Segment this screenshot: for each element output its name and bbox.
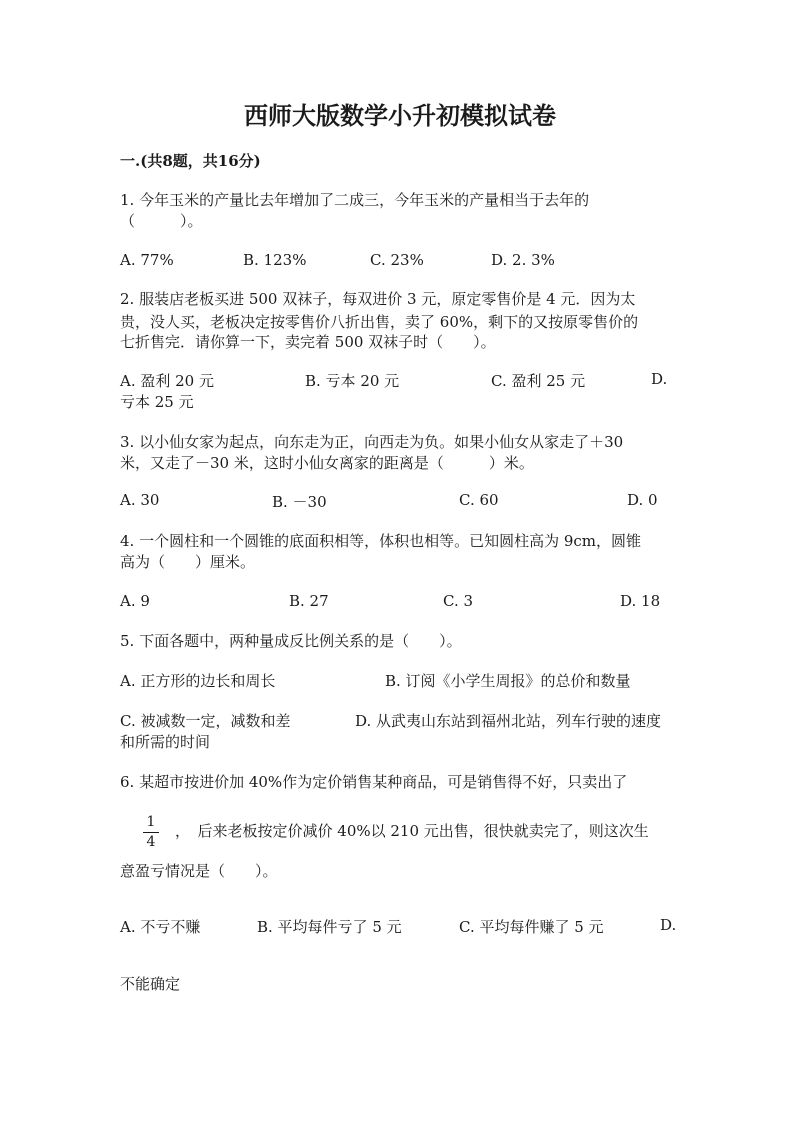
q4-option-a: A. 9 (120, 592, 150, 610)
q1-option-b: B. 123% (243, 251, 307, 269)
question-6-text: 6. 某超市按进价加 40%作为定价销售某种商品，可是销售得不好，只卖出了 (120, 773, 628, 791)
q2-option-b: B. 亏本 20 元 (305, 372, 400, 390)
fraction (143, 814, 159, 851)
question-6-text-cont2: 意盈亏情况是（ ）。 (120, 862, 278, 880)
question-1-text-cont: （ ）。 (120, 212, 203, 230)
q5-option-d: D. 从武夷山东站到福州北站，列车行驶的速度 (355, 712, 662, 730)
q4-option-c: C. 3 (443, 592, 474, 610)
q5-option-a: A. 正方形的边长和周长 (120, 672, 276, 690)
question-2-text-cont: 贵，没人买，老板决定按零售价八折出售，卖了 60%，剩下的又按原零售价的 (120, 313, 639, 331)
q6-option-b: B. 平均每件亏了 5 元 (257, 918, 402, 936)
question-4-text: 4. 一个圆柱和一个圆锥的底面积相等，体积也相等。已知圆柱高为 9cm，圆锥 (120, 532, 642, 550)
q1-option-c: C. 23% (370, 251, 424, 269)
question-4-text-cont: 高为（ ）厘米。 (120, 553, 256, 571)
q2-option-d-text: 亏本 25 元 (120, 393, 194, 411)
q5-option-b: B. 订阅《小学生周报》的总价和数量 (385, 672, 631, 690)
q6-option-d: D. (660, 916, 677, 934)
q6-option-c: C. 平均每件赚了 5 元 (459, 918, 604, 936)
q4-option-b: B. 27 (289, 592, 329, 610)
q6-option-a: A. 不亏不赚 (120, 918, 201, 936)
q2-option-d: D. (651, 370, 668, 388)
question-5-text: 5. 下面各题中，两种量成反比例关系的是（ ）。 (120, 632, 462, 650)
question-1-text: 1. 今年玉米的产量比去年增加了二成三，今年玉米的产量相当于去年的 (120, 191, 590, 209)
q3-option-b: B. －30 (272, 493, 327, 511)
section-heading: 一.(共8题，共16分) (120, 152, 261, 170)
question-2-text: 2. 服装店老板买进 500 双袜子，每双进价 3 元，原定零售价是 4 元．因为太 (120, 290, 636, 308)
question-2-text-cont2: 七折售完．请你算一下，卖完着 500 双袜子时（ ）。 (120, 333, 496, 351)
question-3-text-cont: 米，又走了－30 米，这时小仙女离家的距离是（ ）米。 (120, 454, 534, 472)
q2-option-a: A. 盈利 20 元 (120, 372, 214, 390)
q3-option-a: A. 30 (120, 491, 160, 509)
question-6-text-cont: ， 后来老板按定价减价 40%以 210 元出售，很快就卖完了，则这次生 (175, 822, 649, 840)
q5-option-d-text: 和所需的时间 (120, 733, 211, 751)
q3-option-c: C. 60 (459, 491, 499, 509)
fraction-numerator: 1 (146, 814, 156, 830)
fraction-bar (143, 832, 159, 833)
question-3-text: 3. 以小仙女家为起点，向东走为正，向西走为负。如果小仙女从家走了＋30 (120, 433, 624, 451)
q5-option-c: C. 被减数一定，减数和差 (120, 712, 291, 730)
page-title: 西师大版数学小升初模拟试卷 (244, 101, 556, 130)
q4-option-d: D. 18 (620, 592, 661, 610)
q3-option-d: D. 0 (627, 491, 658, 509)
fraction-denominator: 4 (146, 834, 156, 850)
q6-option-d-text: 不能确定 (120, 975, 181, 993)
q1-option-a: A. 77% (120, 251, 174, 269)
q2-option-c: C. 盈利 25 元 (491, 372, 586, 390)
q1-option-d: D. 2. 3% (491, 251, 555, 269)
